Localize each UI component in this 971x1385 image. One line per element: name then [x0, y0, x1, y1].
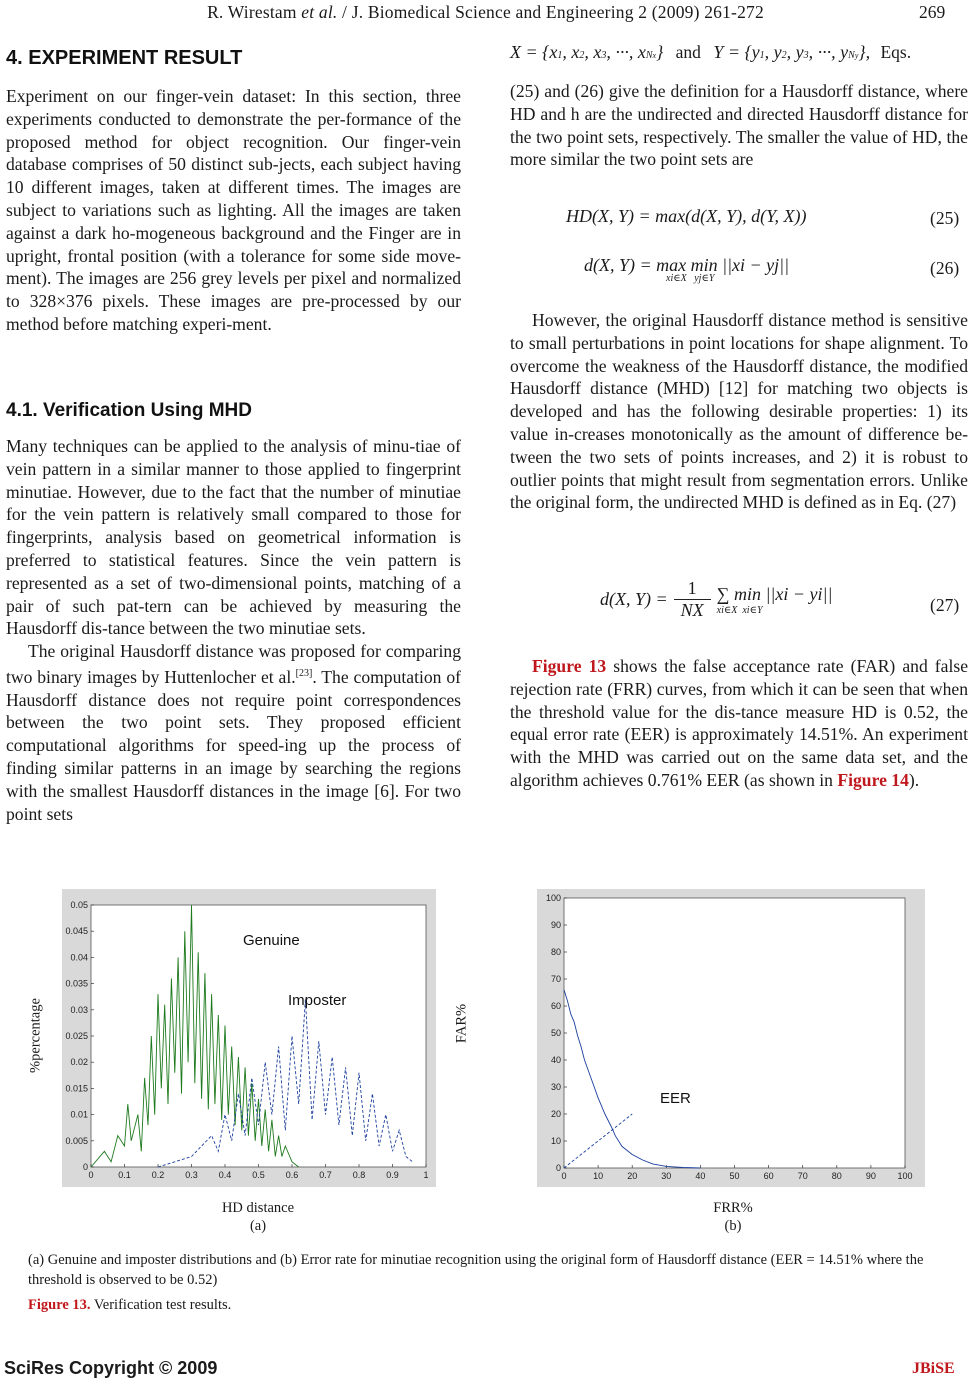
y-tick-label: 30: [550, 1082, 561, 1092]
y-tick-label: 60: [550, 1001, 561, 1011]
eq27-numerator: 1: [674, 578, 711, 600]
set-y-formula: Y = {y1, y2, y3, ···, yNy},: [713, 42, 871, 62]
y-tick-label: 50: [550, 1028, 561, 1038]
y-tick-label: 0.015: [65, 1083, 88, 1094]
figure-a-label: (a): [249, 1218, 267, 1234]
point-sets-line: [510, 42, 970, 63]
figure-13-link[interactable]: Figure 13: [532, 656, 607, 676]
eq27-denominator: NX: [680, 600, 704, 620]
y-tick-label: 0.025: [65, 1031, 88, 1041]
eq25-text: HD(X, Y) = max(d(X, Y), d(Y, X)): [566, 206, 807, 226]
x-tick-label: 0: [561, 1171, 567, 1181]
eq27-sum: [717, 584, 833, 616]
x-tick-label: 1: [423, 1170, 429, 1180]
y-tick-label: 0: [555, 1163, 561, 1173]
x-tick-label: 0.8: [352, 1170, 366, 1180]
legend-imposter: Imposter: [288, 992, 347, 1009]
figure-b-ylabel: FAR%: [453, 1003, 470, 1044]
header-etal: et al.: [301, 2, 338, 22]
equation-26-number: (26): [930, 258, 960, 278]
x-tick-label: 30: [661, 1171, 672, 1181]
figure-b-xlabel: FRR%: [713, 1200, 753, 1216]
x-tick-label: 0.3: [185, 1170, 198, 1180]
header-journal: / J. Biomedical Science and Engineering 2 (2009) 261-272: [337, 2, 764, 22]
x-tick-label: 0.5: [252, 1170, 265, 1180]
y-tick-label: 40: [550, 1055, 561, 1065]
eq26-subscripts: xi∈X yj∈Y: [666, 273, 715, 284]
figure-a-xlabel: HD distance: [221, 1200, 295, 1216]
running-header: [0, 2, 971, 23]
x-tick-label: 100: [897, 1171, 913, 1181]
figure-b-label: (b): [724, 1218, 742, 1234]
section-4-text: Experiment on our finger-vein dataset: In this section, three experiments conducted to demonstrate the per-formance of the proposed method for object recognition. Our finger-vein database comprises of 50 distinct sub-jects, each subject having 10 different images, taken at different times. The images are subject to variations such as lighting. All the images are taken against a dark ho-mogeneous background and the Finger are in upright, frontal position (with a tolerance for some side move-ment). The images are 256 grey levels per pixel and normalized to 328×376 pixels. These images are pre-processed by our method before matching experi-ment.: [6, 86, 461, 334]
y-tick-label: 0.04: [70, 952, 88, 963]
right-para-3a: shows the false acceptance rate (FAR) and false rejection rate (FRR) curves, from which it can be seen that when the threshold value for the dis-tance measure HD is 0.52, the equal error rate (EER) is approximately 14.51%. An experiment with the MHD was carried out on the same data set, and the algorithm achieves 0.761% EER (as shown in: [510, 656, 968, 790]
x-tick-label: 0.7: [319, 1170, 332, 1180]
eer-annotation: EER: [660, 1090, 691, 1107]
section-41-para-2a: The original Hausdorff distance was proposed for comparing two binary images by Huttenlocher et al.: [6, 641, 461, 687]
y-tick-label: 0.005: [65, 1135, 88, 1146]
x-tick-label: 0: [88, 1170, 94, 1180]
section-41-paragraphs: [6, 435, 461, 825]
y-tick-label: 0.05: [70, 900, 88, 910]
y-tick-label: 90: [550, 920, 561, 930]
x-tick-label: 0.2: [151, 1170, 165, 1180]
citation-23: [23]: [295, 667, 313, 679]
y-tick-label: 0.03: [70, 1004, 88, 1015]
y-tick-label: 80: [550, 947, 561, 957]
x-tick-label: 40: [695, 1171, 706, 1181]
figure-title-text: Verification test results.: [90, 1297, 232, 1313]
figure-title: [28, 1297, 231, 1314]
x-tick-label: 90: [865, 1171, 876, 1181]
right-para-3: [510, 655, 968, 792]
and-word: and: [675, 42, 701, 62]
eq27-rhs: ∑ min ||xi − yi||: [716, 583, 833, 604]
eq26-text: d(X, Y) = max min ||xi − yj||: [584, 255, 790, 275]
figure-b-chart: [537, 889, 925, 1187]
header-authors: R. Wirestam: [207, 2, 297, 22]
equation-25-number: (25): [930, 208, 960, 228]
figure-14-link[interactable]: Figure 14: [837, 769, 909, 790]
y-tick-label: 0.02: [70, 1057, 88, 1068]
eq27-lhs: d(X, Y) =: [600, 589, 668, 609]
set-x-formula: X = {x1, x2, x3, ···, xNx}: [510, 42, 664, 62]
x-tick-label: 0.1: [118, 1170, 131, 1180]
x-tick-label: 0.6: [285, 1170, 299, 1180]
equation-27-number: (27): [930, 595, 960, 615]
section-41-heading: 4.1. Verification Using MHD: [6, 400, 252, 421]
y-tick-label: 0: [82, 1162, 88, 1172]
section-41-para-2: [6, 640, 461, 825]
figure-a-ylabel: %percentage: [27, 998, 44, 1073]
x-tick-label: 0.4: [218, 1170, 232, 1180]
footer-copyright: SciRes Copyright © 2009: [4, 1358, 218, 1378]
figure-13-label: Figure 13.: [28, 1297, 91, 1313]
eq27-subscripts: xi∈X xi∈Y: [716, 604, 763, 616]
section-4-paragraph: [6, 85, 461, 336]
section-41-para-1: Many techniques can be applied to the analysis of minu-tiae of vein pattern in a similar manner to those applied to fingerprint minutiae. However, due to the fact that the number of minutiae for the vein pattern is relatively small compared to those for fingerprints, analysis based on geometrical information is preferred to statistical features. Since the vein pattern is represented as a set of two-dimensional points, matching of a pair of such pat-tern can be achieved by measuring the Hausdorff dis-tance between the two minutiae sets.: [6, 436, 461, 639]
legend-genuine: Genuine: [243, 932, 300, 949]
y-tick-label: 100: [545, 893, 561, 903]
section-41-para-2b: . The computation of Hausdorff distance does not require point correspondences between the two point sets. They proposed efficient computational algorithms for speed-ing up the process of finding similar patterns in an image by searching the regions with the smallest Hausdorff distances in the image [6]. For two point sets: [6, 666, 461, 824]
y-tick-label: 10: [550, 1136, 561, 1146]
y-tick-label: 20: [550, 1109, 561, 1119]
right-para-2: However, the original Hausdorff distance method is sensitive to small perturbations in point locations for shape alignment. To overcome the weakness of the Hausdorff distance, the modified Hausdorff distance (MHD) [12] for matching two objects is developed and has the following desirable properties: 1) its value in-creases monotonically as the amount of difference be-tween the two sets of points increases, and 2) it is robust to outlier points that might result from segmentation errors. Unlike the original form, the undirected MHD is defined as in Eq. (27): [510, 310, 968, 513]
equation-26: [584, 255, 789, 284]
equation-27: [600, 578, 832, 621]
footer-journal: JBiSE: [912, 1360, 955, 1377]
x-tick-label: 10: [593, 1171, 604, 1181]
figure-caption: (a) Genuine and imposter distributions and (b) Error rate for minutiae recognition using the original form of Hausdorff distance (EER = 14.51% where the threshold is observed to be 0.52): [28, 1252, 924, 1288]
x-tick-label: 80: [831, 1171, 842, 1181]
right-para-1: (25) and (26) give the definition for a Hausdorff distance, where HD and h are the undirected and directed Hausdorff distance for the two point sets, respectively. The smaller the value of HD, the more similar the two point sets are: [510, 81, 968, 170]
y-tick-label: 0.045: [65, 926, 88, 937]
eqs-word: Eqs.: [880, 42, 912, 62]
y-tick-label: 0.01: [70, 1109, 88, 1120]
x-tick-label: 20: [627, 1171, 638, 1181]
eq27-fraction: [674, 578, 711, 621]
page-number: 269: [919, 2, 946, 22]
x-tick-label: 60: [763, 1171, 774, 1181]
figure-a-chart: [62, 889, 436, 1187]
equation-25: [566, 206, 806, 227]
y-tick-label: 0.035: [65, 978, 88, 989]
y-tick-label: 70: [550, 974, 561, 984]
x-tick-label: 70: [797, 1171, 808, 1181]
section-4-heading: 4. EXPERIMENT RESULT: [6, 47, 243, 69]
x-tick-label: 0.9: [386, 1170, 399, 1180]
x-tick-label: 50: [729, 1171, 740, 1181]
right-para-3b: ).: [908, 769, 920, 790]
